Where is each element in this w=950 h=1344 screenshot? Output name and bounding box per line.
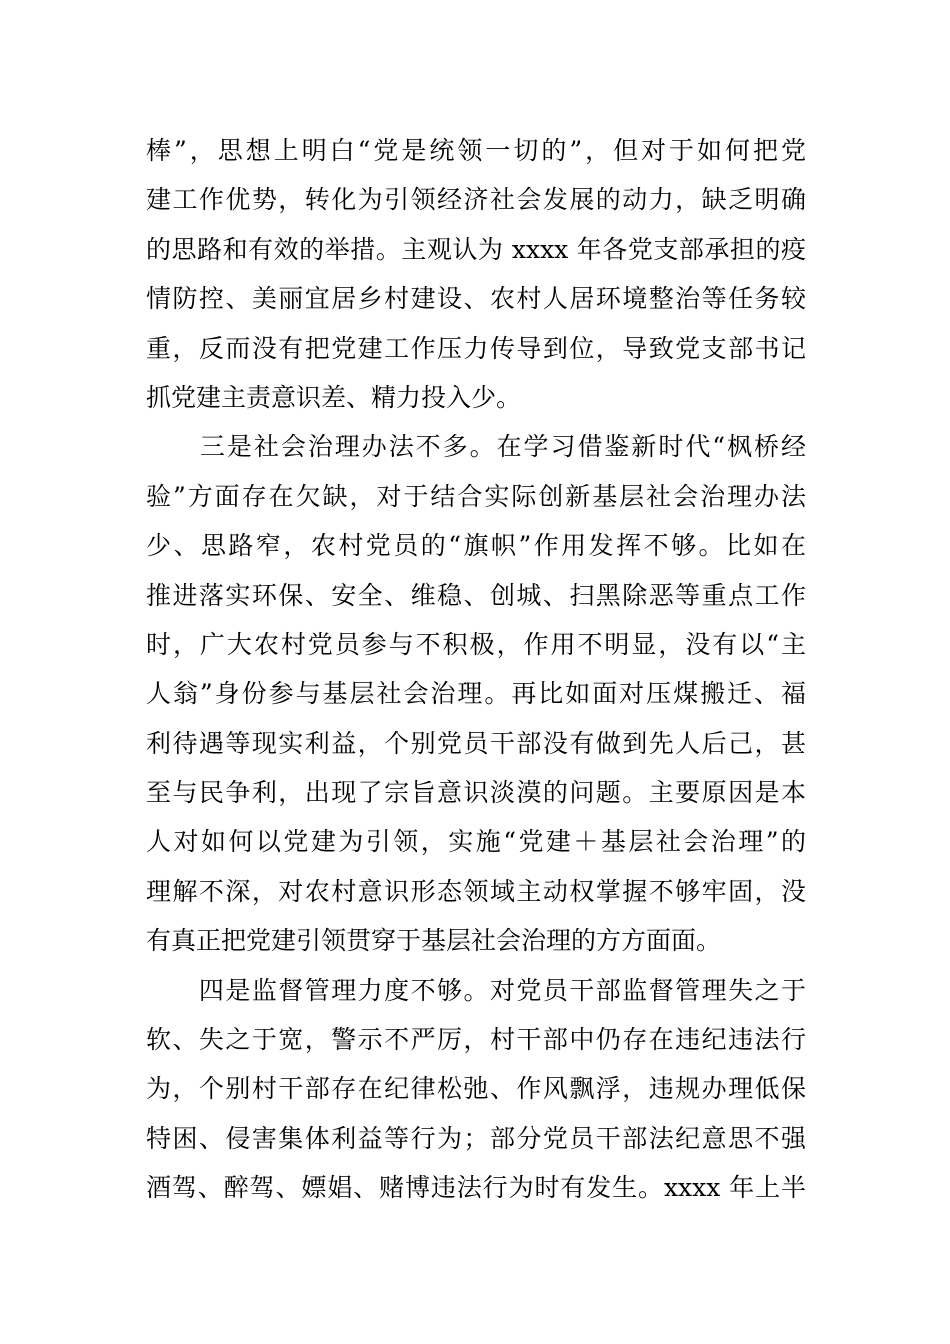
text-line: 人对如何以党建为引领，实施“党建＋基层社会治理”的 xyxy=(146,827,806,857)
text-line: 抓党建主责意识差、精力投入少。 xyxy=(146,382,522,412)
text-line: 建工作优势，转化为引领经济社会发展的动力，缺乏明确 xyxy=(146,185,806,215)
text-line: 的思路和有效的举措。主观认为 xxxx 年各党支部承担的疫 xyxy=(146,234,806,264)
text-line: 少、思路窄，农村党员的“旗帜”作用发挥不够。比如在 xyxy=(146,531,806,561)
text-line: 重，反而没有把党建工作压力传导到位，导致党支部书记 xyxy=(146,333,806,363)
text-line: 人翁”身份参与基层社会治理。再比如面对压煤搬迁、福 xyxy=(146,679,806,709)
text-line: 为，个别村干部存在纪律松弛、作风飘浮，违规办理低保 xyxy=(146,1074,806,1104)
text-line: 利待遇等现实利益，个别党员干部没有做到先人后己，甚 xyxy=(146,728,806,758)
text-line: 情防控、美丽宜居乡村建设、农村人居环境整治等任务较 xyxy=(146,284,806,314)
text-line: 理解不深，对农村意识形态领域主动权掌握不够牢固，没 xyxy=(146,876,806,906)
text-line: 至与民争利，出现了宗旨意识淡漠的问题。主要原因是本 xyxy=(146,778,806,808)
text-line: 软、失之于宽，警示不严厉，村干部中仍存在违纪违法行 xyxy=(146,1025,806,1055)
text-line: 三是社会治理办法不多。在学习借鉴新时代“枫桥经 xyxy=(146,432,806,462)
text-line: 推进落实环保、安全、维稳、创城、扫黑除恶等重点工作 xyxy=(146,580,806,610)
text-line: 酒驾、醉驾、嫖娼、赌博违法行为时有发生。xxxx 年上半 xyxy=(146,1173,806,1203)
text-line: 验”方面存在欠缺，对于结合实际创新基层社会治理办法 xyxy=(146,481,806,511)
text-line: 有真正把党建引领贯穿于基层社会治理的方方面面。 xyxy=(146,926,722,956)
document-body xyxy=(146,126,806,1213)
text-line: 四是监督管理力度不够。对党员干部监督管理失之于 xyxy=(146,975,806,1005)
text-line: 特困、侵害集体利益等行为；部分党员干部法纪意思不强 xyxy=(146,1123,806,1153)
text-line: 棒”，思想上明白“党是统领一切的”，但对于如何把党 xyxy=(146,136,806,165)
text-line: 时，广大农村党员参与不积极，作用不明显，没有以“主 xyxy=(146,629,806,659)
